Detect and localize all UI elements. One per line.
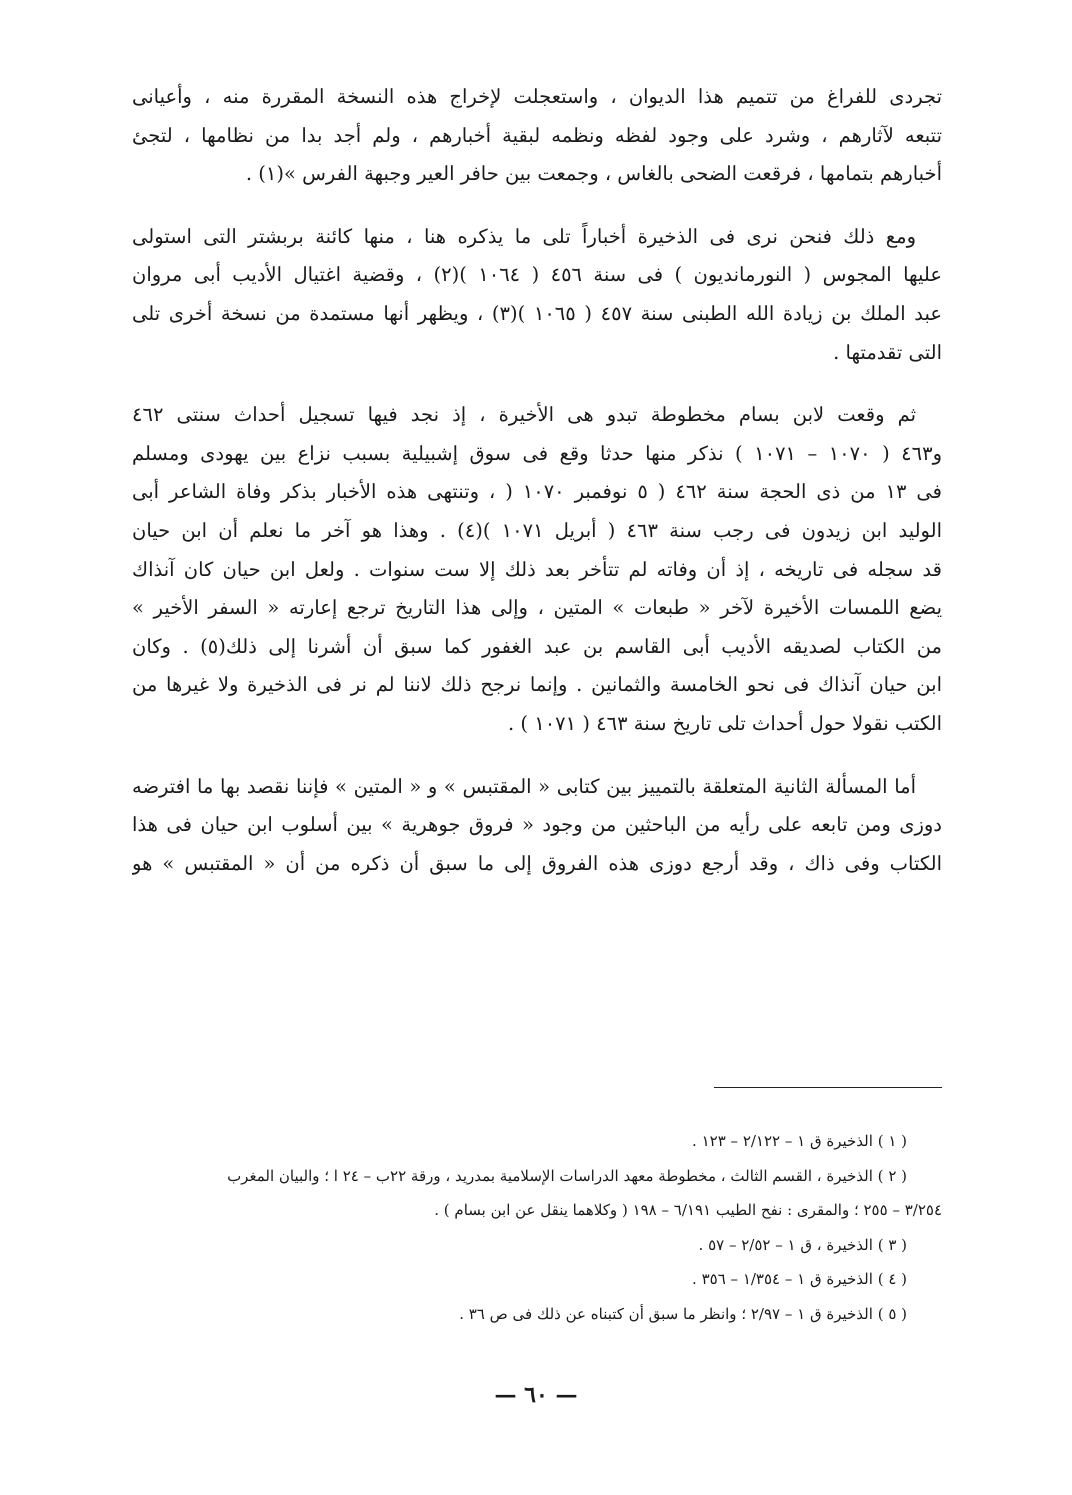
footnote: ( ٢ ) الذخيرة ، القسم الثالث ، مخطوطة معهد الدراسات الإسلامية بمدريد ، ورقة ٢٢ب – ٢٤ ا ؛ والبيان المغرب [227,1166,907,1185]
text-line: الوليد ابن زيدون فى رجب سنة ٤٦٣ ( أبريل ١٠٧١ )(٤) . وهذا هو آخر ما نعلم أن ابن حيان [132,518,942,542]
text-line: فى ١٣ من ذى الحجة سنة ٤٦٢ ( ٥ نوفمبر ١٠٧٠ ( ، وتنتهى هذه الأخبار بذكر وفاة الشاعر أبى [132,480,942,504]
text-line: ومع ذلك فنحن نرى فى الذخيرة أخباراً تلى ما يذكره هنا ، منها كائنة بربشتر التى استولى [132,224,916,248]
page-number: — ٦٠ — [494,1382,578,1408]
paragraph-4 [132,768,942,884]
text-line: يضع اللمسات الأخيرة لآخر « طبعات » المتين ، وإلى هذا التاريخ ترجع إعارته « السفر الأخير » [132,596,942,620]
text-line: ثم وقعت لابن بسام مخطوطة تبدو هى الأخيرة ، إذ نجد فيها تسجيل أحداث سنتى ٤٦٢ [132,403,916,427]
text-line: قد سجله فى تاريخه ، إذ أن وفاته لم تتأخر بعد ذلك إلا ست سنوات . ولعل ابن حيان كان آنذاك [132,557,942,581]
footnote-continuation: ٣/٢٥٤ – ٢٥٥ ؛ والمقرى : نفح الطيب ٦/١٩١ – ١٩٨ ( وكلاهما ينقل عن ابن بسام ) . [434,1201,942,1219]
footnote: ( ٥ ) الذخيرة ق ١ – ٢/٩٧ ؛ وانظر ما سبق أن كتبناه عن ذلك فى ص ٣٦ . [459,1304,907,1323]
footnote: ( ١ ) الذخيرة ق ١ – ٢/١٢٢ – ١٢٣ . [692,1132,907,1150]
text-line: التى تقدمتها . [833,340,942,364]
text-line: عبد الملك بن زيادة الله الطبنى سنة ٤٥٧ ( ١٠٦٥ )(٣) ، ويظهر أنها مستمدة من نسخة أخرى تلى [132,301,942,325]
text-line: و٤٦٣ ( ١٠٧٠ – ١٠٧١ ) نذكر منها حدثا وقع فى سوق إشبيلية بسبب نزاع بين يهودى ومسلم [132,441,942,465]
paragraph-3 [132,396,942,743]
text-line: الكتب نقولا حول أحداث تلى تاريخ سنة ٤٦٣ ( ١٠٧١ ) . [508,711,942,735]
footnote: ( ٤ ) الذخيرة ق ١ – ١/٣٥٤ – ٣٥٦ . [692,1270,907,1288]
text-line: أخبارهم بتمامها ، فرقعت الضحى بالغاس ، وجمعت بين حافر العير وجبهة الفرس »(١) . [245,162,942,186]
footnote: ( ٣ ) الذخيرة ، ق ١ – ٢/٥٢ – ٥٧ . [698,1235,907,1254]
text-line: من الكتاب لصديقه الأديب أبى القاسم بن عبد الغفور كما سبق أن أشرنا إلى ذلك(٥) . وكان [132,634,942,658]
footnote-separator [714,1087,942,1088]
text-line: تجردى للفراغ من تتميم هذا الديوان ، واستعجلت لإخراج هذه النسخة المقررة منه ، وأعيانى [132,85,942,108]
text-line: الكتاب وفى ذاك ، وقد أرجع دوزى هذه الفروق إلى ما سبق أن ذكره من أن « المقتبس » هو [132,851,942,875]
text-line: تتبعه لآثارهم ، وشرد على وجود لفظه ونظمه لبقية أخبارهم ، ولم أجد بدا من نظامها ، لتجئ [132,123,942,147]
text-line: أما المسألة الثانية المتعلقة بالتمييز بين كتابى « المقتبس » و « المتين » فإننا نقصد بها ما افترضه [132,774,916,798]
text-line: ابن حيان آنذاك فى نحو الخامسة والثمانين . وإنما نرجح ذلك لاننا لم نر فى الذخيرة ولا غيرها من [132,673,942,697]
footnotes [112,1124,942,1331]
main-text [132,78,942,907]
text-line: دوزى ومن تابعه على رأيه من الباحثين من وجود « فروق جوهرية » بين أسلوب ابن حيان فى هذا [132,813,942,837]
text-line: عليها المجوس ( النورمانديون ) فى سنة ٤٥٦ ( ١٠٦٤ )(٢) ، وقضية اغتيال الأديب أبى مروان [132,263,942,287]
paragraph-1 [132,78,942,194]
paragraph-2 [132,218,942,372]
